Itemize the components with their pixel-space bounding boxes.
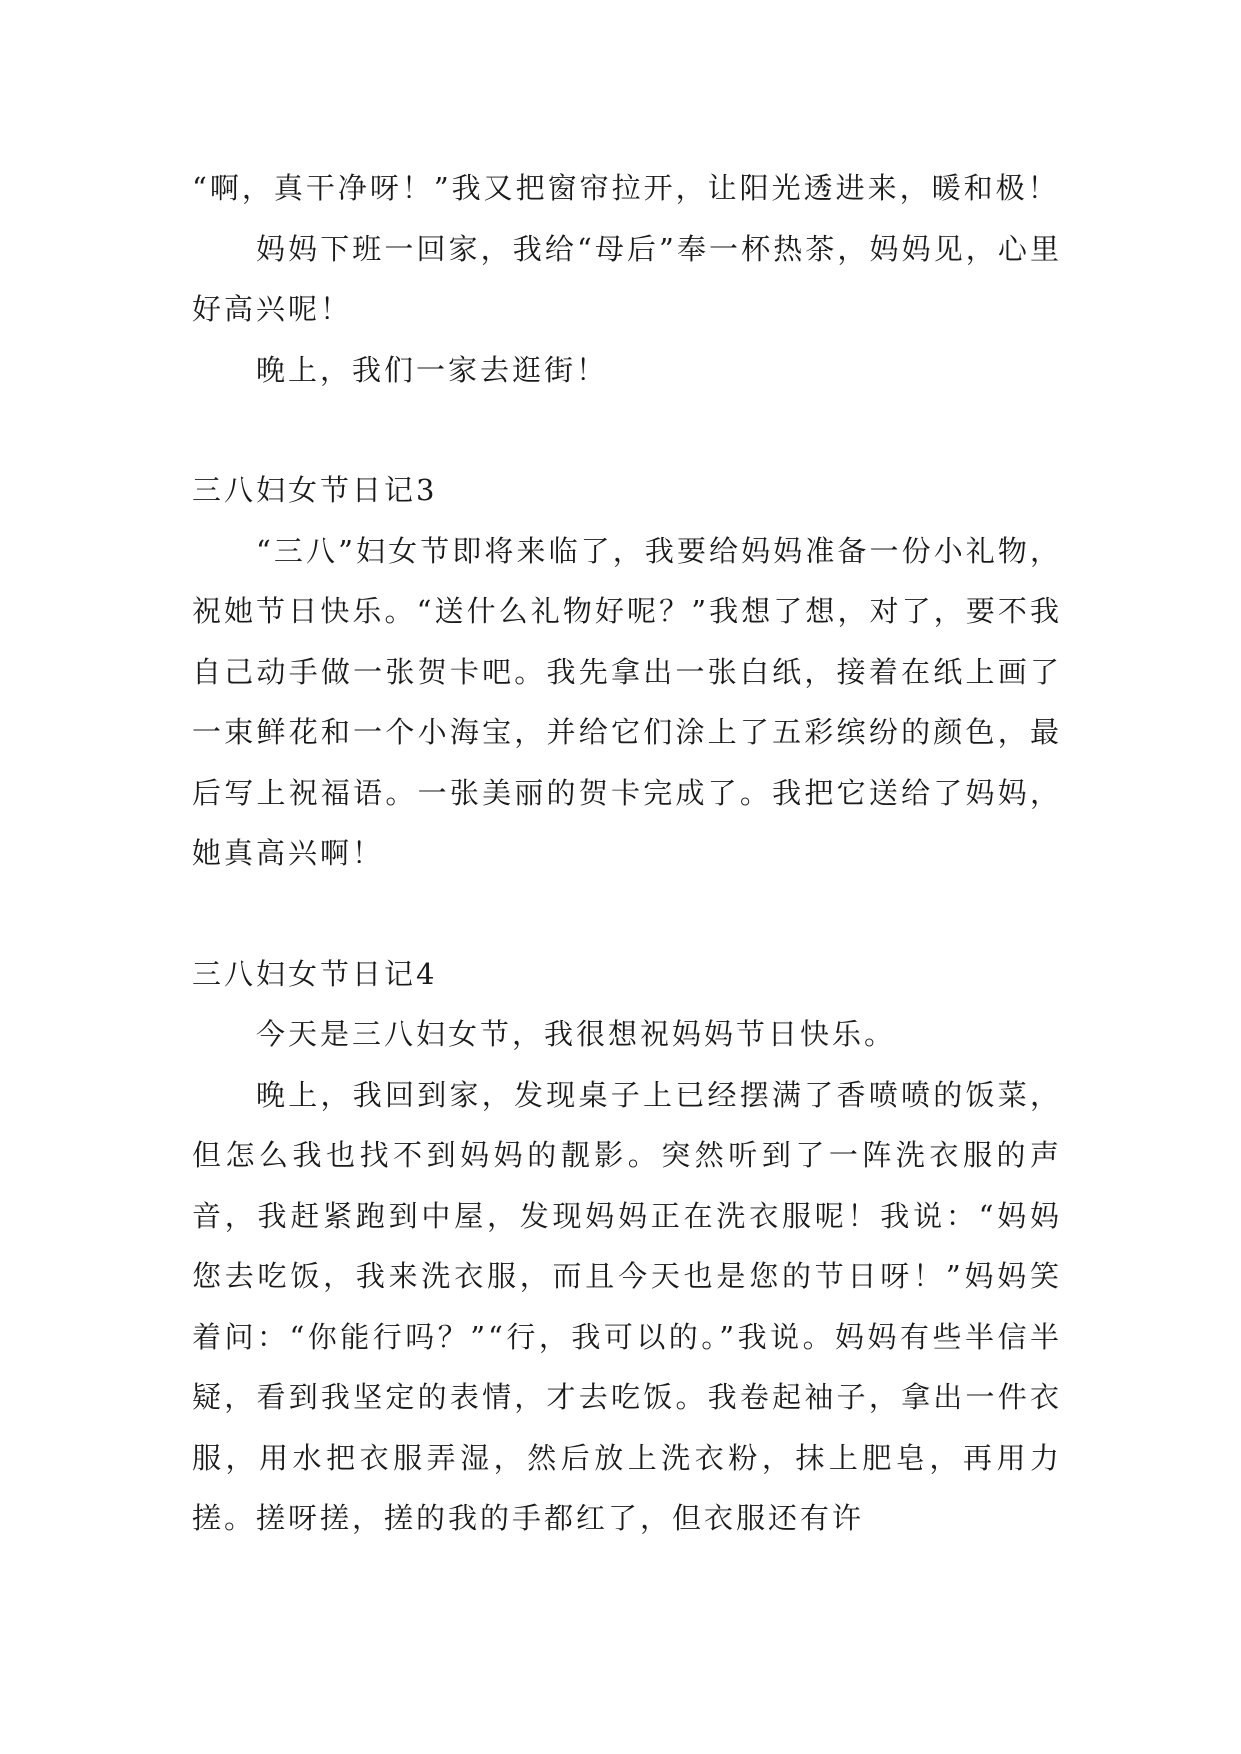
paragraph-greeting-card: “三八”妇女节即将来临了，我要给妈妈准备一份小礼物，祝她节日快乐。“送什么礼物好呢？”我想了想，对了，要不我自己动手做一张贺卡吧。我先拿出一张白纸，接着在纸上画了一束鲜花和一个小海宝，并给它们涂上了五彩缤纷的颜色，最后写上祝福语。一张美丽的贺卡完成了。我把它送给了妈妈，她真高兴啊！ xyxy=(192,533,1062,870)
document-body xyxy=(192,158,1062,1549)
paragraph-tea-for-mother: 妈妈下班一回家，我给“母后”奉一杯热茶，妈妈见，心里好高兴呢！ xyxy=(192,231,1062,326)
paragraph-clean-room: “啊，真干净呀！”我又把窗帘拉开，让阳光透进来，暖和极！ xyxy=(192,171,1060,205)
paragraph-womens-day-wish: 今天是三八妇女节，我很想祝妈妈节日快乐。 xyxy=(256,1017,897,1051)
section-heading-4: 三八妇女节日记4 xyxy=(192,956,438,991)
paragraph-washing-clothes: 晚上，我回到家，发现桌子上已经摆满了香喷喷的饭菜，但怎么我也找不到妈妈的靓影。突然听到了一阵洗衣服的声音，我赶紧跑到中屋，发现妈妈正在洗衣服呢！我说：“妈妈您去吃饭，我来洗衣服，而且今天也是您的节日呀！”妈妈笑着问：“你能行吗？”“行，我可以的。”我说。妈妈有些半信半疑，看到我坚定的表情，才去吃饭。我卷起袖子，拿出一件衣服，用水把衣服弄湿，然后放上洗衣粉，抹上肥皂，再用力搓。搓呀搓，搓的我的手都红了，但衣服还有许 xyxy=(192,1077,1062,1535)
section-heading-3: 三八妇女节日记3 xyxy=(192,473,438,507)
paragraph-evening-walk: 晚上，我们一家去逛街！ xyxy=(256,352,609,387)
